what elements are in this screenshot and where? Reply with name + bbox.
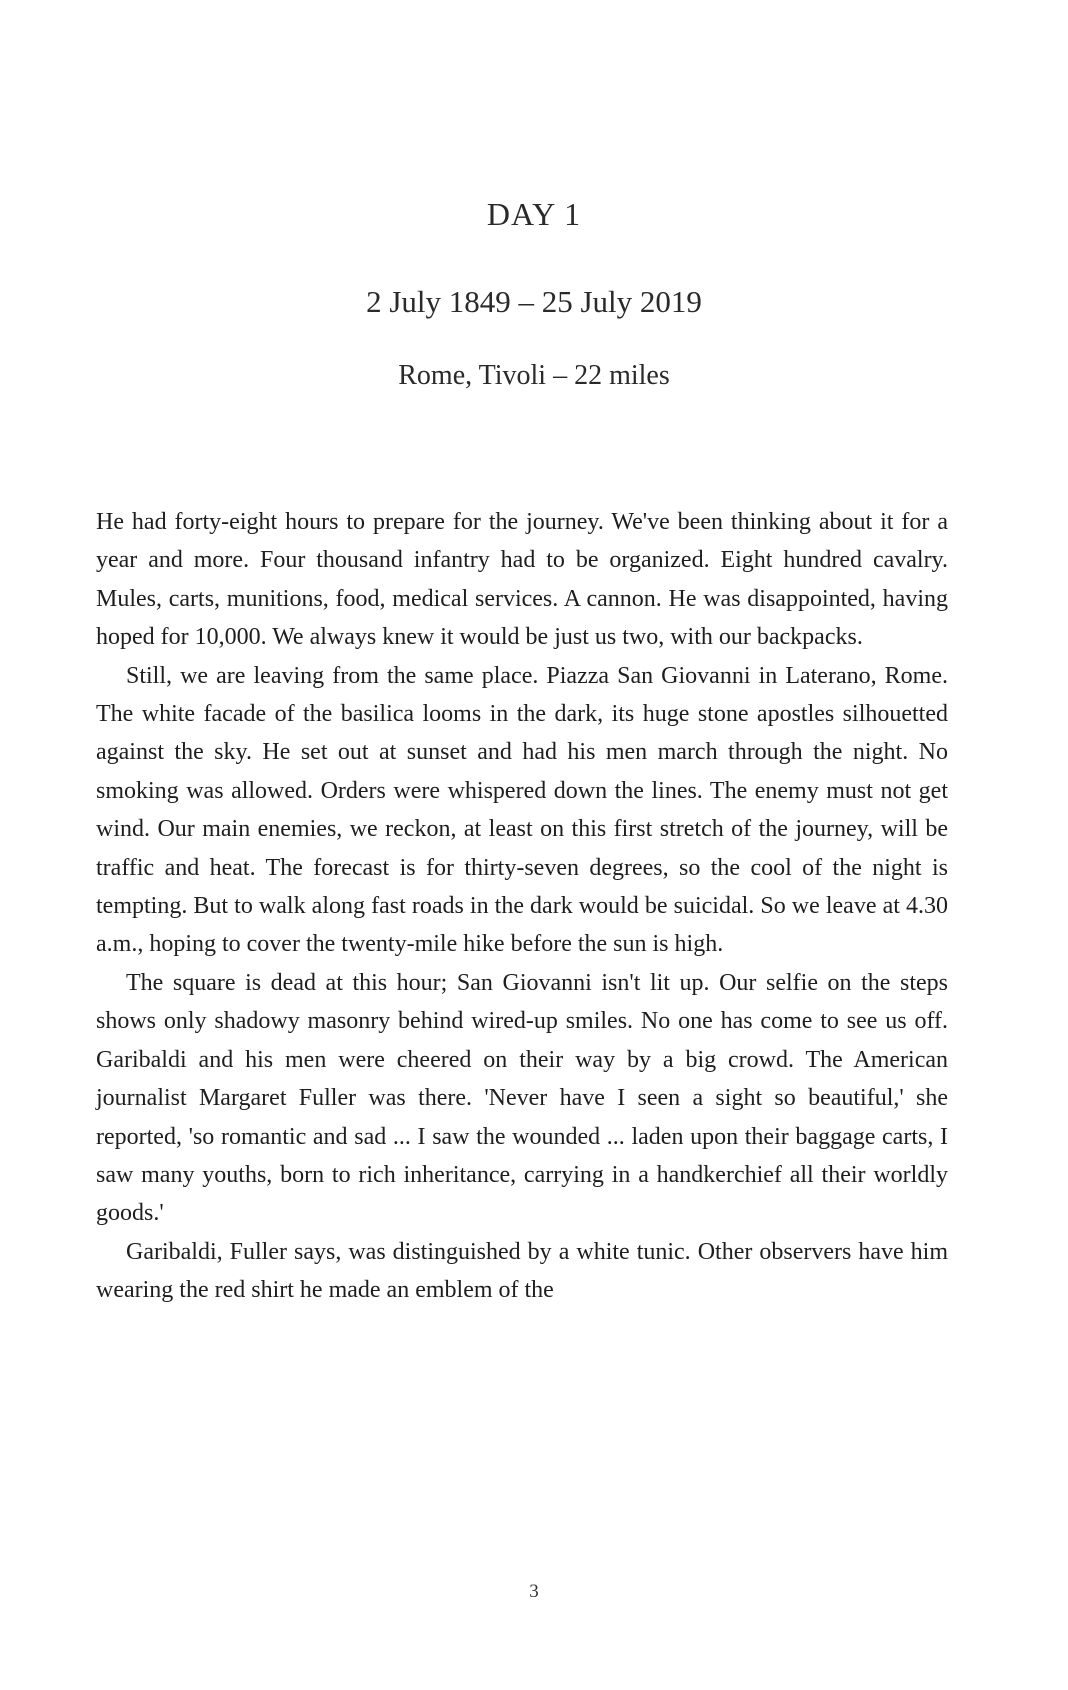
body-text xyxy=(96,503,948,1310)
paragraph: Still, we are leaving from the same place. Piazza San Giovanni in Laterano, Rome. The white facade of the basilica looms in the dark, its huge stone apostles silhouetted against the sky. He set out at sunset and had his men march through the night. No smoking was allowed. Orders were whispered down the lines. The enemy must not get wind. Our main enemies, we reckon, at least on this first stretch of the journey, will be traffic and heat. The forecast is for thirty-seven degrees, so the cool of the night is tempting. But to walk along fast roads in the dark would be suicidal. So we leave at 4.30 a.m., hoping to cover the twenty-mile hike before the sun is high. xyxy=(96,662,948,958)
chapter-route: Rome, Tivoli – 22 miles xyxy=(398,360,670,391)
paragraph: The square is dead at this hour; San Giovanni isn't lit up. Our selfie on the steps shows only shadowy masonry behind wired-up smiles. No one has come to see us off. Garibaldi and his men were cheered on their way by a big crowd. The American journalist Margaret Fuller was there. 'Never have I seen a sight so beautiful,' she reported, 'so romantic and sad ... I saw the wounded ... laden upon their baggage carts, I saw many youths, born to rich inheritance, carrying in a handkerchief all their worldly goods.' xyxy=(96,969,948,1227)
paragraph: Garibaldi, Fuller says, was distinguished by a white tunic. Other observers have him wearing the red shirt he made an emblem of the xyxy=(96,1238,948,1304)
page-number: 3 xyxy=(529,1581,539,1602)
paragraph: He had forty-eight hours to prepare for the journey. We've been thinking about it for a year and more. Four thousand infantry had to be organized. Eight hundred cavalry. Mules, carts, munitions, food, medical services. A cannon. He was disappointed, having hoped for 10,000. We always knew it would be just us two, with our backpacks. xyxy=(96,509,948,651)
chapter-title: DAY 1 xyxy=(486,196,582,232)
chapter-date-range: 2 July 1849 – 25 July 2019 xyxy=(366,284,702,319)
